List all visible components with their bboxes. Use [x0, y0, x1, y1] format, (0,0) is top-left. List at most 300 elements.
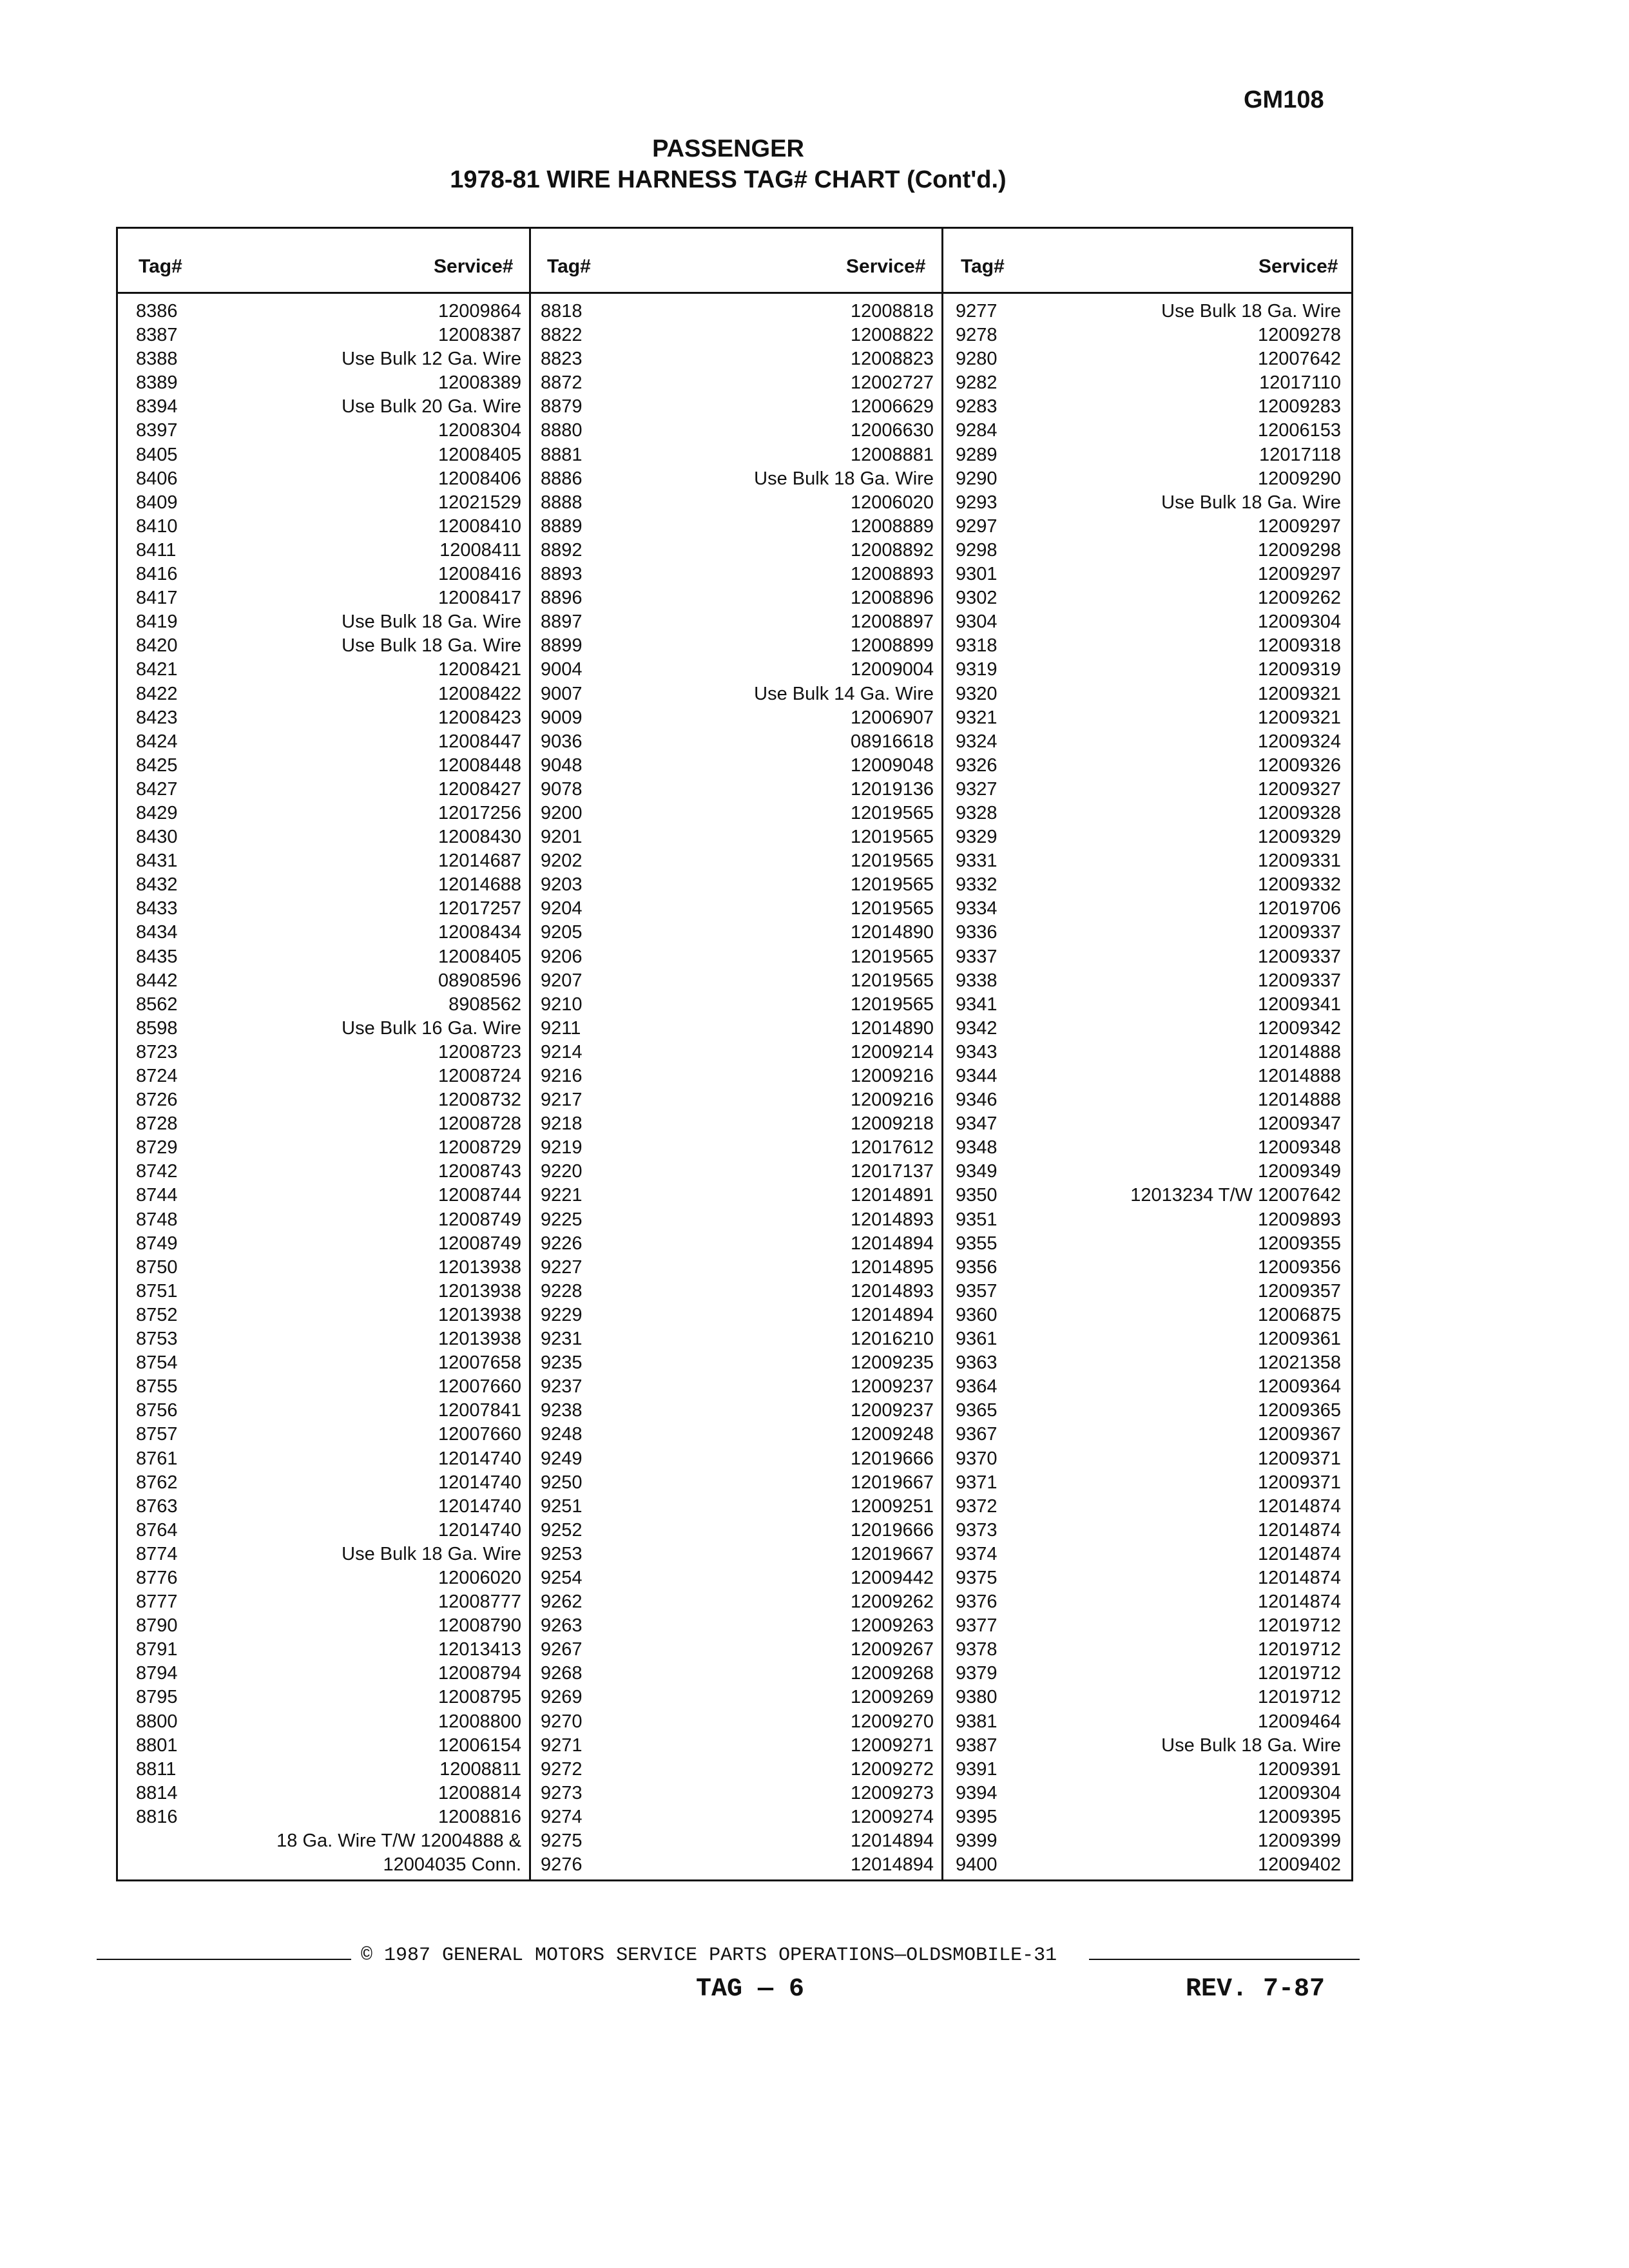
- tag-number: 9361: [956, 1329, 998, 1350]
- service-number: 12008410: [438, 515, 521, 537]
- table-row: [956, 897, 1341, 921]
- table-row: [136, 849, 521, 873]
- service-number: Use Bulk 18 Ga. Wire: [1161, 1735, 1341, 1756]
- tag-number: 9250: [541, 1472, 583, 1493]
- service-number: 12008818: [850, 301, 934, 322]
- service-number: 12009337: [1257, 970, 1341, 991]
- copyright-notice: © 1987 GENERAL MOTORS SERVICE PARTS OPERATIONS—OLDSMOBILE-31: [361, 1945, 1057, 1966]
- table-row: [136, 1447, 521, 1471]
- table-row: [541, 1829, 934, 1853]
- table-row: [136, 491, 521, 515]
- table-row: [541, 754, 934, 778]
- service-number: 12009216: [850, 1090, 934, 1111]
- service-number: 12019136: [850, 778, 934, 800]
- table-row: [956, 730, 1341, 754]
- table-row: [956, 1566, 1341, 1590]
- service-number: 12009318: [1257, 635, 1341, 657]
- tag-number: 8427: [136, 778, 178, 800]
- tag-number: 9226: [541, 1233, 583, 1254]
- table-row: [956, 1662, 1341, 1686]
- service-number: 12009365: [1257, 1400, 1341, 1421]
- service-number: 12006629: [850, 396, 934, 418]
- service-number: 12019565: [850, 874, 934, 896]
- service-number: 12008897: [850, 611, 934, 633]
- col3-service-header: Service#: [1258, 256, 1338, 277]
- table-row: [136, 873, 521, 897]
- tag-number: 9375: [956, 1567, 998, 1588]
- table-row: [136, 1375, 521, 1399]
- tag-number: 9238: [541, 1400, 583, 1421]
- table-row: [956, 706, 1341, 730]
- tag-number: 8726: [136, 1090, 178, 1111]
- service-number: 12009337: [1257, 946, 1341, 967]
- table-row: [956, 682, 1341, 706]
- tag-number: 9249: [541, 1448, 583, 1469]
- service-number: 12019565: [850, 994, 934, 1015]
- tag-number: 9400: [956, 1854, 998, 1876]
- table-row: [541, 1064, 934, 1088]
- tag-number: 9200: [541, 802, 583, 823]
- service-number: 12014740: [438, 1519, 521, 1541]
- tag-number: 9338: [956, 970, 998, 991]
- tag-number: 8751: [136, 1280, 178, 1302]
- table-row: [136, 300, 521, 323]
- table-row: [541, 1519, 934, 1542]
- table-row: [956, 1710, 1341, 1734]
- service-number: 12009341: [1257, 994, 1341, 1015]
- service-number: 12014890: [850, 1017, 934, 1039]
- tag-number: 9391: [956, 1758, 998, 1780]
- table-row: [956, 610, 1341, 634]
- service-number: 12009262: [850, 1591, 934, 1613]
- tag-number: 9270: [541, 1711, 583, 1732]
- service-number: 12009270: [850, 1711, 934, 1732]
- tag-number: 9348: [956, 1137, 998, 1158]
- table-row: [541, 969, 934, 993]
- column-group-2: [541, 300, 934, 1877]
- tag-number: 8421: [136, 659, 178, 680]
- service-number: 12008814: [438, 1782, 521, 1803]
- service-number: Use Bulk 18 Ga. Wire: [342, 611, 521, 633]
- service-number: 12014893: [850, 1209, 934, 1230]
- table-row: [956, 539, 1341, 562]
- table-row: [956, 1351, 1341, 1375]
- service-number: 12008816: [438, 1806, 521, 1827]
- service-number: Use Bulk 20 Ga. Wire: [342, 396, 521, 418]
- table-row: [541, 1782, 934, 1805]
- table-row: [541, 1327, 934, 1351]
- service-number: 12008749: [438, 1209, 521, 1230]
- service-number: 12014894: [850, 1233, 934, 1254]
- service-number: 12014740: [438, 1495, 521, 1517]
- service-number: 12008417: [438, 588, 521, 609]
- tag-number: 9274: [541, 1806, 583, 1827]
- table-row: [956, 1375, 1341, 1399]
- service-number: 12009319: [1257, 659, 1341, 680]
- table-row: [956, 323, 1341, 347]
- service-number: Use Bulk 16 Ga. Wire: [342, 1017, 521, 1039]
- tag-number: 9277: [956, 301, 998, 322]
- service-number: 12009297: [1257, 515, 1341, 537]
- tag-number: 9221: [541, 1185, 583, 1206]
- table-row: [136, 1256, 521, 1280]
- service-number: 12014688: [438, 874, 521, 896]
- table-row: [956, 347, 1341, 371]
- service-number: 12009268: [850, 1663, 934, 1684]
- tag-number: 9290: [956, 468, 998, 489]
- tag-number: 9327: [956, 778, 998, 800]
- service-number: 12009267: [850, 1639, 934, 1660]
- tag-number: 8756: [136, 1400, 178, 1421]
- tag-number: 9387: [956, 1735, 998, 1756]
- table-row: [541, 634, 934, 658]
- tag-number: 8433: [136, 898, 178, 919]
- service-number: 18 Ga. Wire T/W 12004888 &: [276, 1831, 521, 1851]
- tag-number: 9344: [956, 1066, 998, 1086]
- service-number: 12009278: [1257, 325, 1341, 346]
- table-row: [956, 1423, 1341, 1446]
- service-number: 12008794: [438, 1663, 521, 1684]
- table-row: [956, 1256, 1341, 1280]
- service-number: 12009304: [1257, 611, 1341, 633]
- tag-number: 8777: [136, 1591, 178, 1613]
- service-number: 12009321: [1257, 683, 1341, 704]
- service-number: 12019565: [850, 898, 934, 919]
- tag-number: 9341: [956, 994, 998, 1015]
- table-row: [136, 706, 521, 730]
- table-row: [956, 443, 1341, 467]
- service-number: 12009048: [850, 754, 934, 776]
- table-row: [136, 1782, 521, 1805]
- table-row: [956, 1064, 1341, 1088]
- tag-number: 9364: [956, 1376, 998, 1398]
- table-row: [541, 1495, 934, 1519]
- tag-number: 8888: [541, 492, 583, 513]
- service-number: 12019565: [850, 970, 934, 991]
- tag-number: 9371: [956, 1472, 998, 1493]
- table-row: [956, 1232, 1341, 1256]
- tag-number: 8411: [136, 539, 177, 561]
- table-row: [136, 634, 521, 658]
- tag-number: 9207: [541, 970, 583, 991]
- service-number: 12008405: [438, 946, 521, 967]
- table-row: [541, 945, 934, 969]
- tag-number: 8405: [136, 444, 178, 465]
- table-row: [136, 754, 521, 778]
- service-number: 12014874: [1257, 1519, 1341, 1541]
- tag-number: 9302: [956, 588, 998, 609]
- service-number: 12009290: [1257, 468, 1341, 489]
- table-row: [956, 1399, 1341, 1423]
- service-number: 12013413: [438, 1639, 521, 1660]
- tag-number: 9351: [956, 1209, 998, 1230]
- service-number: 12009361: [1257, 1329, 1341, 1350]
- service-number: 12014874: [1257, 1543, 1341, 1564]
- table-row: [136, 1471, 521, 1495]
- service-number: 12006153: [1257, 420, 1341, 441]
- service-number: 12008749: [438, 1233, 521, 1254]
- service-number: 12008416: [438, 564, 521, 585]
- tag-number: 8562: [136, 994, 178, 1015]
- service-number: 12008822: [850, 325, 934, 346]
- table-row: [541, 921, 934, 945]
- service-number: 12009262: [1257, 588, 1341, 609]
- service-number: 12009237: [850, 1400, 934, 1421]
- table-row: [541, 1160, 934, 1184]
- tag-number: 8429: [136, 802, 178, 823]
- tag-number: 8416: [136, 564, 178, 585]
- document-code: GM108: [1244, 86, 1324, 113]
- tag-number: 8763: [136, 1495, 178, 1517]
- tag-number: 8394: [136, 396, 178, 418]
- table-row: [956, 562, 1341, 586]
- table-row: [541, 562, 934, 586]
- table-row: [956, 1805, 1341, 1829]
- page-title: PASSENGER: [652, 135, 804, 162]
- table-row: [136, 969, 521, 993]
- table-row: [136, 1136, 521, 1160]
- service-number: 8908562: [448, 994, 521, 1015]
- service-number: 12008743: [438, 1161, 521, 1182]
- service-number: 12009321: [1257, 707, 1341, 728]
- tag-number: 9272: [541, 1758, 583, 1780]
- tag-number: 9252: [541, 1519, 583, 1541]
- tag-number: 8432: [136, 874, 178, 896]
- tag-number: 9399: [956, 1831, 998, 1851]
- table-row: [956, 1327, 1341, 1351]
- table-row: [541, 1208, 934, 1232]
- service-number: 12009348: [1257, 1137, 1341, 1158]
- tag-number: 9237: [541, 1376, 583, 1398]
- tag-number: 9269: [541, 1687, 583, 1708]
- tag-number: 9283: [956, 396, 998, 418]
- tag-number: 8425: [136, 754, 178, 776]
- table-row: [136, 1064, 521, 1088]
- tag-number: 9372: [956, 1495, 998, 1517]
- table-row: [541, 1734, 934, 1758]
- service-number: 12008448: [438, 754, 521, 776]
- tag-number: 9267: [541, 1639, 583, 1660]
- table-row: [136, 1590, 521, 1614]
- service-number: Use Bulk 18 Ga. Wire: [1161, 301, 1341, 322]
- service-number: 12009283: [1257, 396, 1341, 418]
- tag-number: 8795: [136, 1687, 178, 1708]
- service-number: 12019666: [850, 1448, 934, 1469]
- tag-number: 8435: [136, 946, 178, 967]
- table-row: [541, 1447, 934, 1471]
- table-row: [136, 1805, 521, 1829]
- tag-number: 9356: [956, 1256, 998, 1278]
- tag-number: 8434: [136, 922, 178, 943]
- table-row: [136, 1614, 521, 1638]
- table-row: [956, 945, 1341, 969]
- wire-harness-table: [116, 227, 1353, 1881]
- tag-number: 8776: [136, 1567, 178, 1588]
- table-row: [956, 921, 1341, 945]
- service-number: 12008304: [438, 420, 521, 441]
- service-number: 12008728: [438, 1113, 521, 1135]
- column-group-1: [136, 300, 521, 1877]
- tag-number: 9329: [956, 827, 998, 848]
- table-row: [136, 1327, 521, 1351]
- table-row: [956, 993, 1341, 1017]
- tag-number: 8742: [136, 1161, 178, 1182]
- tag-number: 9381: [956, 1711, 998, 1732]
- table-row: [956, 969, 1341, 993]
- tag-number: 9235: [541, 1352, 583, 1374]
- table-row: [136, 467, 521, 491]
- service-number: 12013234 T/W 12007642: [1130, 1185, 1341, 1206]
- service-number: 12014891: [850, 1185, 934, 1206]
- tag-number: 9251: [541, 1495, 583, 1517]
- tag-number: 8430: [136, 827, 178, 848]
- tag-number: 8818: [541, 301, 583, 322]
- table-row: [541, 1853, 934, 1877]
- tag-number: 9205: [541, 922, 583, 943]
- tag-number: 8431: [136, 850, 178, 872]
- service-number: 12007841: [438, 1400, 521, 1421]
- table-row: [956, 1542, 1341, 1566]
- tag-number: 9268: [541, 1663, 583, 1684]
- service-number: 12008427: [438, 778, 521, 800]
- table-row: [541, 1805, 934, 1829]
- tag-number: 8872: [541, 372, 583, 394]
- table-row: [136, 586, 521, 610]
- table-row: [956, 371, 1341, 395]
- service-number: 12008896: [850, 588, 934, 609]
- table-row: [956, 1638, 1341, 1662]
- table-row: [136, 945, 521, 969]
- service-number: 12009349: [1257, 1161, 1341, 1182]
- tag-number: 9275: [541, 1831, 583, 1851]
- tag-number: 9278: [956, 325, 998, 346]
- tag-number: 8794: [136, 1663, 178, 1684]
- service-number: 12019712: [1257, 1663, 1341, 1684]
- service-number: 12014888: [1257, 1066, 1341, 1086]
- service-number: 12009304: [1257, 1782, 1341, 1803]
- table-row: [541, 1662, 934, 1686]
- tag-number: 9377: [956, 1615, 998, 1637]
- service-number: 12004035 Conn.: [383, 1854, 521, 1876]
- tag-number: 8889: [541, 515, 583, 537]
- tag-number: 9280: [956, 349, 998, 370]
- service-number: 12021529: [438, 492, 521, 513]
- tag-number: 8729: [136, 1137, 178, 1158]
- tag-number: 8442: [136, 970, 178, 991]
- service-number: 12014874: [1257, 1495, 1341, 1517]
- tag-number: 8801: [136, 1735, 178, 1756]
- table-row: [541, 347, 934, 371]
- service-number: 12008447: [438, 731, 521, 752]
- service-number: Use Bulk 18 Ga. Wire: [1161, 492, 1341, 513]
- tag-number: 9203: [541, 874, 583, 896]
- table-row: [541, 1614, 934, 1638]
- table-row: [956, 1017, 1341, 1041]
- tag-number: 9380: [956, 1687, 998, 1708]
- tag-number: 9217: [541, 1090, 583, 1111]
- table-row: [541, 1686, 934, 1709]
- service-number: 12009218: [850, 1113, 934, 1135]
- service-number: 12014888: [1257, 1041, 1341, 1062]
- tag-number: 9332: [956, 874, 998, 896]
- tag-number: 9343: [956, 1041, 998, 1062]
- service-number: Use Bulk 18 Ga. Wire: [342, 635, 521, 657]
- service-number: 12014874: [1257, 1591, 1341, 1613]
- tag-number: 9347: [956, 1113, 998, 1135]
- table-row: [136, 802, 521, 825]
- footer-rule-left: [97, 1959, 351, 1960]
- table-row: [541, 1375, 934, 1399]
- service-number: 12009004: [850, 659, 934, 680]
- service-number: 12009328: [1257, 802, 1341, 823]
- tag-number: 8814: [136, 1782, 178, 1803]
- service-number: 12014893: [850, 1280, 934, 1302]
- table-row: [956, 1112, 1341, 1136]
- tag-number: 9284: [956, 420, 998, 441]
- service-number: 12009364: [1257, 1376, 1341, 1398]
- tag-number: 8406: [136, 468, 178, 489]
- service-number: 12008893: [850, 564, 934, 585]
- tag-number: 8422: [136, 683, 178, 704]
- tag-number: 8419: [136, 611, 178, 633]
- service-number: 12008777: [438, 1591, 521, 1613]
- service-number: 12017256: [438, 802, 521, 823]
- service-number: 12002727: [850, 372, 934, 394]
- table-row: [541, 1041, 934, 1064]
- table-row: [136, 1208, 521, 1232]
- table-row: [541, 1590, 934, 1614]
- page-subtitle: 1978-81 WIRE HARNESS TAG# CHART (Cont'd.): [450, 166, 1007, 193]
- table-row: [136, 1662, 521, 1686]
- service-number: 12014894: [850, 1854, 934, 1876]
- table-row: [541, 1471, 934, 1495]
- table-row: [956, 1136, 1341, 1160]
- service-number: 12008430: [438, 827, 521, 848]
- service-number: Use Bulk 14 Ga. Wire: [754, 683, 934, 704]
- service-number: 12008790: [438, 1615, 521, 1637]
- table-row: [136, 1829, 521, 1853]
- tag-number: 9301: [956, 564, 998, 585]
- service-number: 08916618: [850, 731, 934, 752]
- tag-number: 9342: [956, 1017, 998, 1039]
- table-row: [136, 1542, 521, 1566]
- service-number: 12021358: [1257, 1352, 1341, 1374]
- table-row: [136, 730, 521, 754]
- tag-number: 8389: [136, 372, 178, 394]
- table-row: [541, 1112, 934, 1136]
- table-row: [541, 443, 934, 467]
- table-row: [136, 1686, 521, 1709]
- tag-number: 9220: [541, 1161, 583, 1182]
- service-number: 12014874: [1257, 1567, 1341, 1588]
- tag-number: 9349: [956, 1161, 998, 1182]
- tag-number: 8420: [136, 635, 178, 657]
- service-number: 12008723: [438, 1041, 521, 1062]
- service-number: 12009367: [1257, 1424, 1341, 1445]
- table-row: [956, 1495, 1341, 1519]
- table-row: [956, 1447, 1341, 1471]
- table-row: [136, 1710, 521, 1734]
- tag-number: 9321: [956, 707, 998, 728]
- table-row: [541, 1638, 934, 1662]
- tag-number: 9253: [541, 1543, 583, 1564]
- table-row: [136, 1734, 521, 1758]
- table-row: [541, 778, 934, 802]
- tag-number: 8748: [136, 1209, 178, 1230]
- service-number: 12009399: [1257, 1831, 1341, 1851]
- table-row: [136, 1112, 521, 1136]
- service-number: 12009214: [850, 1041, 934, 1062]
